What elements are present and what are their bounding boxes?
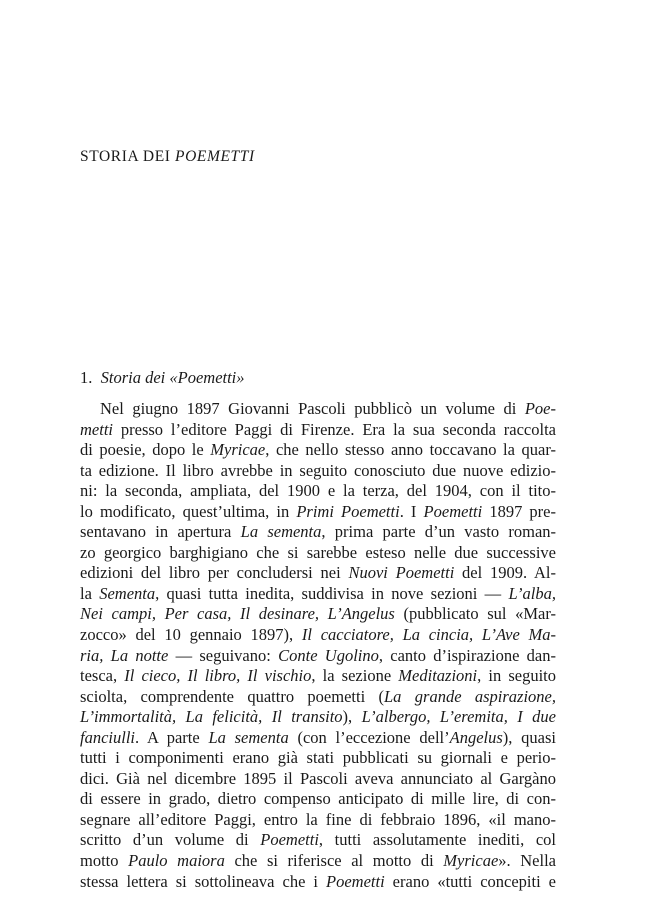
italic-run: Myricae (443, 851, 499, 871)
italic-run: Poe- (524, 399, 556, 418)
text-line (80, 522, 556, 543)
text-run: , quasi tutta inedita, suddivisa in nove sezioni — (155, 583, 509, 603)
text-line (80, 646, 556, 667)
italic-run: L’albergo, L’eremita, I due (361, 707, 556, 727)
text-run: . A parte (135, 727, 209, 747)
italic-run: Nuovi Poemetti (348, 563, 455, 583)
italic-run: L’immortalità, La felicità, Il transito (80, 707, 343, 727)
text-run: tesca, (80, 666, 125, 686)
text-run: erano «tutti concepiti e (384, 871, 556, 891)
italic-run: Paulo maiora (128, 851, 225, 871)
text-run: edizioni del libro per concludersi nei (80, 563, 349, 583)
italic-run: Nei campi, Per casa, Il desinare, L’Angelus (80, 604, 395, 624)
text-line (80, 563, 556, 584)
italic-run: La sementa (240, 522, 322, 542)
text-line (80, 728, 556, 749)
text-run: tutti i componimenti erano già stati pubblicati su giornali e perio- (80, 748, 556, 768)
text-line (80, 625, 556, 646)
italic-run: Myricae (210, 440, 266, 460)
text-line (80, 748, 556, 769)
chapter-title (80, 148, 255, 166)
text-run: dici. Già nel dicembre 1895 il Pascoli aveva annunciato al Gargàno (80, 768, 556, 788)
italic-run: Primi Poemetti (296, 501, 400, 521)
text-line (80, 872, 556, 893)
text-run: 1897 pre- (482, 501, 556, 521)
text-run: di poesie, dopo le (80, 440, 211, 460)
italic-run: Poemetti (326, 871, 385, 891)
text-run: zocco» del 10 gennaio 1897), (80, 625, 302, 645)
text-run: Nel giugno 1897 Giovanni Pascoli pubblicò un volume di (100, 399, 525, 418)
italic-run: ria, La notte (80, 645, 169, 665)
text-line (80, 543, 556, 564)
italic-run: Poemetti (260, 830, 319, 850)
text-run: ni: la seconda, ampliata, del 1900 e la terza, del 1904, con il tito- (80, 481, 556, 501)
text-run: (pubblicato sul «Mar- (394, 604, 556, 624)
text-line (80, 830, 556, 851)
text-line (80, 810, 556, 831)
text-run: , canto d’ispirazione dan- (378, 645, 556, 665)
chapter-title-prefix: STORIA DEI (80, 148, 176, 165)
section-heading (80, 368, 245, 388)
text-run: ». Nella (498, 851, 556, 871)
italic-run: Il cacciatore, La cincia, L’Ave Ma- (301, 625, 556, 645)
text-line (80, 789, 556, 810)
text-run: , la sezione (311, 666, 399, 686)
text-run: (con l’eccezione dell’ (288, 727, 450, 747)
text-run: presso l’editore Paggi di Firenze. Era la sua seconda raccolta (113, 419, 556, 439)
italic-run: Il cieco, Il libro, Il vischio (124, 666, 312, 686)
text-line (80, 461, 556, 482)
section-number: 1. (80, 368, 93, 387)
text-line (80, 502, 556, 523)
section-title: Storia dei «Poemetti» (100, 368, 245, 387)
text-line (80, 707, 556, 728)
text-line (80, 851, 556, 872)
italic-run: Angelus (449, 727, 503, 747)
italic-run: Conte Ugolino (278, 645, 379, 665)
text-run: la (80, 583, 100, 603)
text-run: sciolta, comprendente quattro poemetti ( (80, 686, 384, 706)
text-run: scritto d’un volume di (80, 830, 261, 850)
text-run: sentavano in apertura (80, 522, 241, 542)
text-line (80, 481, 556, 502)
text-run: motto (80, 851, 129, 871)
italic-run: La sementa (208, 727, 289, 747)
text-run: zo georgico barghigiano che si sarebbe esteso nelle due successive (80, 542, 556, 562)
text-run: , in seguito (477, 666, 557, 686)
text-line (80, 769, 556, 790)
italic-run: Poemetti (423, 501, 483, 521)
text-run: , che nello stesso anno toccavano la quar- (265, 440, 556, 460)
text-run: del 1909. Al- (454, 563, 556, 583)
text-line (80, 687, 556, 708)
text-run: — seguivano: (168, 645, 279, 665)
chapter-title-italic: POEMETTI (175, 148, 255, 165)
italic-run: La grande aspirazione, (384, 686, 556, 706)
text-run: ta edizione. Il libro avrebbe in seguito conosciuto due nuove edizio- (80, 460, 556, 480)
italic-run: L’alba, (508, 583, 556, 603)
text-run: di essere in grado, dietro compenso anticipato di mille lire, di con- (80, 789, 556, 809)
italic-run: Meditazioni (398, 666, 478, 686)
text-run: , tutti assolutamente inediti, col (318, 830, 556, 850)
text-run: . I (399, 501, 424, 521)
text-run: , prima parte d’un vasto roman- (321, 522, 557, 542)
text-run: ), (342, 707, 362, 727)
text-run: lo modificato, quest’ultima, in (80, 501, 297, 521)
text-run: stessa lettera si sottolineava che i (80, 871, 327, 891)
text-line (80, 440, 556, 461)
text-line (80, 399, 556, 420)
text-run: che si riferisce al motto di (224, 851, 444, 871)
body-paragraph (80, 399, 556, 892)
italic-run: metti (80, 419, 113, 439)
text-line (80, 604, 556, 625)
text-line (80, 666, 556, 687)
italic-run: Sementa (99, 583, 156, 603)
text-line (80, 420, 556, 441)
italic-run: fanciulli (80, 727, 135, 747)
text-run: segnare all’editore Paggi, entro la fine di febbraio 1896, «il mano- (80, 809, 556, 829)
text-line (80, 584, 556, 605)
text-run: ), quasi (502, 727, 556, 747)
